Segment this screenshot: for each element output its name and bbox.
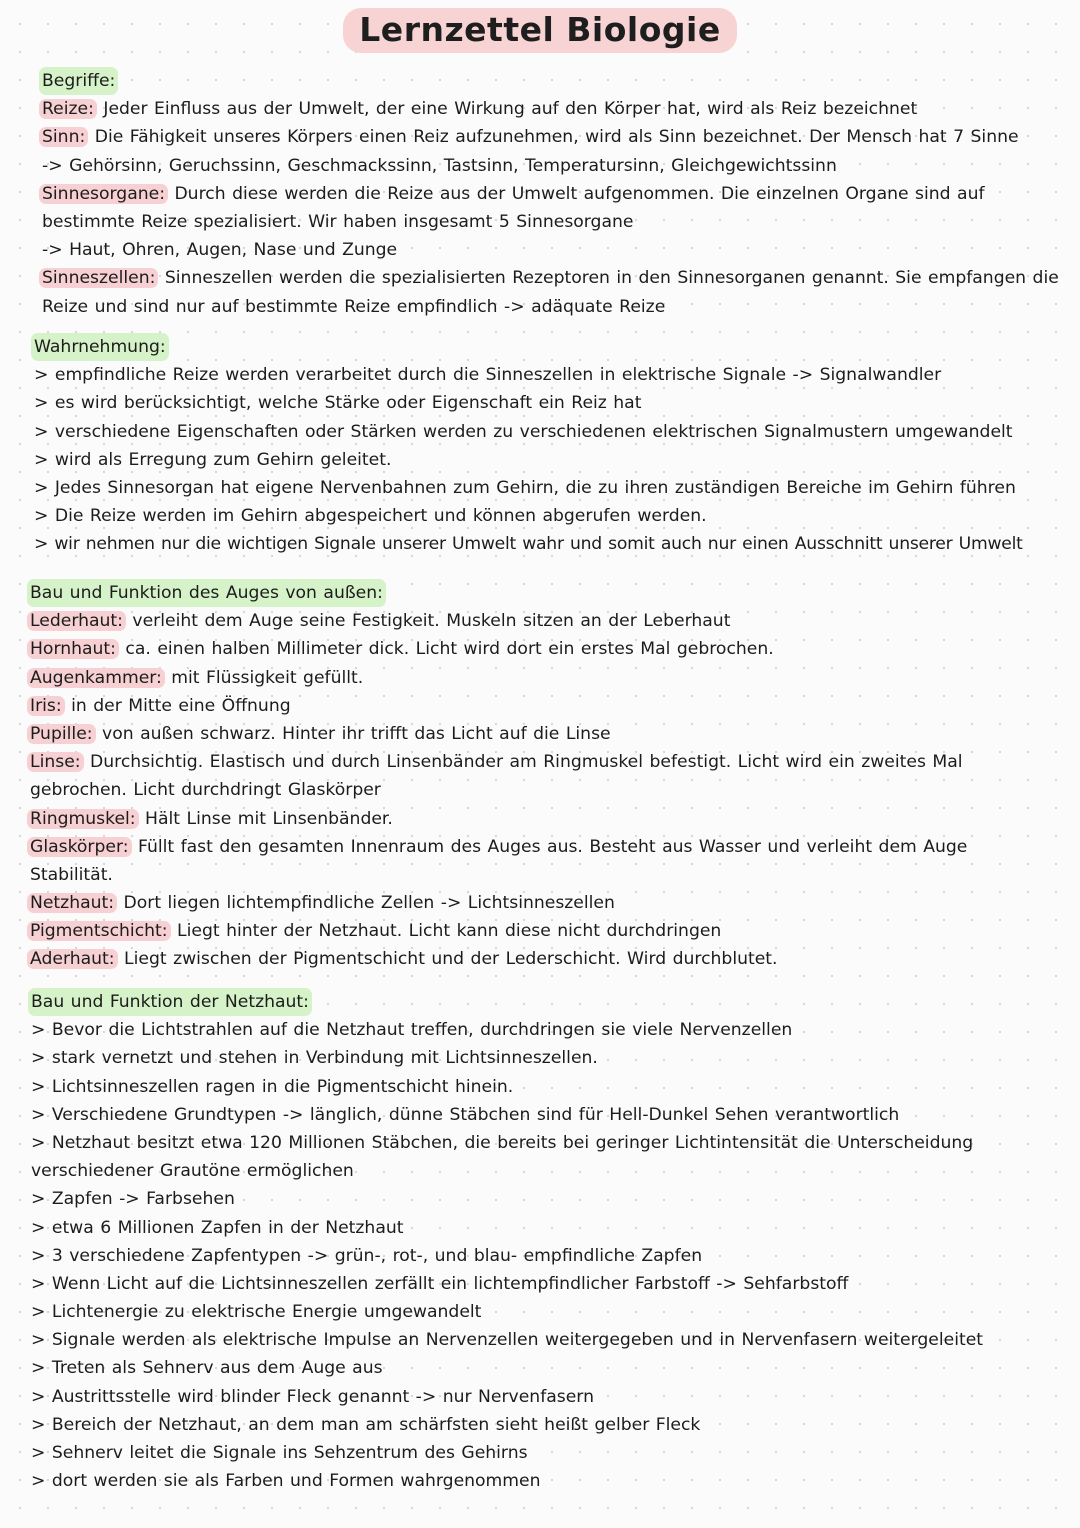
begriffe-line xyxy=(42,152,1080,180)
list-item: > Signale werden als elektrische Impulse an Nervenzellen weitergegeben und in Nervenfasern weitergeleitet xyxy=(31,1330,984,1351)
auge-line xyxy=(30,917,1080,945)
definition-text: Dort liegen lichtempfindliche Zellen -> Lichtsinneszellen xyxy=(117,893,615,914)
begriffe-line xyxy=(42,180,1080,208)
section-wahrnehmung xyxy=(0,333,1080,559)
section-begriffe xyxy=(0,67,1080,321)
list-item: > 3 verschiedene Zapfentypen -> grün-, rot-, und blau- empfindliche Zapfen xyxy=(31,1245,703,1266)
list-item: > Lichtenergie zu elektrische Energie umgewandelt xyxy=(31,1302,482,1323)
list-item: > empfindliche Reize werden verarbeitet durch die Sinneszellen in elektrische Signale -> Signalwandler xyxy=(34,365,942,386)
auge-line xyxy=(30,776,1080,804)
term-label: Lederhaut: xyxy=(27,611,126,631)
term-label: Iris: xyxy=(27,696,65,716)
list-item: verschiedener Grautöne ermöglichen xyxy=(31,1161,354,1182)
definition-text: Durchsichtig. Elastisch und durch Linsenbänder am Ringmuskel befestigt. Licht wird ein zweites Mal xyxy=(83,752,963,773)
begriffe-line xyxy=(42,264,1080,292)
definition-text: ca. einen halben Millimeter dick. Licht wird dort ein erstes Mal gebrochen. xyxy=(118,639,774,660)
definition-text: Hält Linse mit Linsenbänder. xyxy=(138,808,393,829)
list-item: > Lichtsinneszellen ragen in die Pigmentschicht hinein. xyxy=(31,1076,514,1097)
definition-text: verleiht dem Auge seine Festigkeit. Muskeln sitzen an der Leberhaut xyxy=(125,611,731,632)
list-item: > Wenn Licht auf die Lichtsinneszellen zerfällt ein lichtempfindlicher Farbstoff -> Sehfarbstoff xyxy=(31,1273,849,1294)
term-label: Sinneszellen: xyxy=(39,268,158,288)
list-item: > wird als Erregung zum Gehirn geleitet. xyxy=(34,449,392,470)
term-label: Pigmentschicht: xyxy=(27,921,171,941)
auge-heading: Bau und Funktion des Auges von außen: xyxy=(27,579,386,607)
definition-text: Jeder Einfluss aus der Umwelt, der eine Wirkung auf den Körper hat, wird als Reiz bezeichnet xyxy=(96,99,918,120)
term-label: Glaskörper: xyxy=(27,837,132,857)
auge-line xyxy=(30,607,1080,635)
term-label: Reize: xyxy=(39,99,97,119)
begriffe-line xyxy=(42,208,1080,236)
definition-text: gebrochen. Licht durchdringt Glaskörper xyxy=(30,780,381,801)
list-item: > Verschiedene Grundtypen -> länglich, dünne Stäbchen sind für Hell-Dunkel Sehen verantwortlich xyxy=(31,1104,900,1125)
definition-text: -> Haut, Ohren, Augen, Nase und Zunge xyxy=(42,240,398,261)
list-item: > Zapfen -> Farbsehen xyxy=(31,1189,235,1210)
list-item: > Sehnerv leitet die Signale ins Sehzentrum des Gehirns xyxy=(31,1443,528,1463)
list-item: > Bereich der Netzhaut, an dem man am schärfsten sieht heißt gelber Fleck xyxy=(31,1414,701,1435)
list-item: > Treten als Sehnerv aus dem Auge aus xyxy=(31,1358,383,1379)
term-label: Linse: xyxy=(27,752,84,772)
section-auge xyxy=(0,579,1080,974)
term-label: Netzhaut: xyxy=(27,893,117,913)
definition-text: in der Mitte eine Öffnung xyxy=(64,695,291,716)
definition-text: mit Flüssigkeit gefüllt. xyxy=(164,667,364,688)
term-label: Ringmuskel: xyxy=(27,809,139,829)
auge-line xyxy=(30,805,1080,833)
list-item: > Netzhaut besitzt etwa 120 Millionen Stäbchen, die bereits bei geringer Lichtintensität die Unterscheidung xyxy=(31,1132,974,1153)
list-item: > Bevor die Lichtstrahlen auf die Netzhaut treffen, durchdringen sie viele Nervenzellen xyxy=(31,1020,793,1041)
definition-text: Liegt hinter der Netzhaut. Licht kann diese nicht durchdringen xyxy=(170,921,722,942)
list-item: > verschiedene Eigenschaften oder Stärken werden zu verschiedenen elektrischen Signalmustern umgewandelt xyxy=(34,421,1013,442)
auge-line xyxy=(30,720,1080,748)
auge-line xyxy=(30,945,1080,973)
wahrnehmung-heading: Wahrnehmung: xyxy=(31,333,169,361)
list-item: > Die Reize werden im Gehirn abgespeichert und können abgerufen werden. xyxy=(34,506,707,527)
auge-line xyxy=(30,635,1080,663)
term-label: Sinnesorgane: xyxy=(39,184,168,204)
begriffe-line xyxy=(42,236,1080,264)
list-item: > es wird berücksichtigt, welche Stärke oder Eigenschaft ein Reiz hat xyxy=(34,393,642,414)
begriffe-line xyxy=(42,95,1080,123)
definition-text: von außen schwarz. Hinter ihr trifft das Licht auf die Linse xyxy=(95,723,611,744)
definition-text: Liegt zwischen der Pigmentschicht und der Lederschicht. Wird durchblutet. xyxy=(117,949,778,970)
term-label: Hornhaut: xyxy=(27,639,119,659)
auge-line xyxy=(30,861,1080,889)
term-label: Sinn: xyxy=(39,127,88,147)
definition-text: Füllt fast den gesamten Innenraum des Auges aus. Besteht aus Wasser und verleiht dem Auge xyxy=(131,836,968,857)
list-item: > wir nehmen nur die wichtigen Signale unserer Umwelt wahr und somit auch nur einen Ausschnitt unserer Umwelt xyxy=(34,534,1023,555)
page-title: Lernzettel Biologie xyxy=(343,8,736,53)
term-label: Aderhaut: xyxy=(27,949,118,969)
definition-text: bestimmte Reize spezialisiert. Wir haben insgesamt 5 Sinnesorgane xyxy=(42,211,634,232)
definition-text: Die Fähigkeit unseres Körpers einen Reiz aufzunehmen, wird als Sinn bezeichnet. Der Mensch hat 7 Sinne xyxy=(88,127,1019,148)
auge-line xyxy=(30,833,1080,861)
begriffe-line xyxy=(42,293,1080,321)
list-item: > etwa 6 Millionen Zapfen in der Netzhaut xyxy=(31,1217,404,1238)
list-item: > dort werden sie als Farben und Formen wahrgenommen xyxy=(31,1471,541,1492)
begriffe-heading: Begriffe: xyxy=(39,67,118,95)
term-label: Augenkammer: xyxy=(27,668,165,688)
auge-line xyxy=(30,889,1080,917)
definition-text: -> Gehörsinn, Geruchssinn, Geschmackssinn, Tastsinn, Temperatursinn, Gleichgewichtssinn xyxy=(42,155,837,176)
begriffe-line xyxy=(42,123,1080,151)
auge-line xyxy=(30,748,1080,776)
list-item: > Austrittsstelle wird blinder Fleck genannt -> nur Nervenfasern xyxy=(31,1386,594,1407)
term-label: Pupille: xyxy=(27,724,96,744)
definition-text: Reize und sind nur auf bestimmte Reize empfindlich -> adäquate Reize xyxy=(42,296,666,317)
auge-line xyxy=(30,664,1080,692)
list-item: > stark vernetzt und stehen in Verbindung mit Lichtsinneszellen. xyxy=(31,1048,598,1069)
definition-text: Durch diese werden die Reize aus der Umwelt aufgenommen. Die einzelnen Organe sind auf xyxy=(167,183,985,204)
definition-text: Stabilität. xyxy=(30,864,113,885)
section-netzhaut xyxy=(0,988,1080,1495)
netzhaut-heading: Bau und Funktion der Netzhaut: xyxy=(28,988,312,1016)
definition-text: Sinneszellen werden die spezialisierten Rezeptoren in den Sinnesorganen genannt. Sie empfangen die xyxy=(158,268,1059,289)
list-item: > Jedes Sinnesorgan hat eigene Nervenbahnen zum Gehirn, die zu ihren zuständigen Bereiche im Gehirn führen xyxy=(34,477,1016,498)
auge-line xyxy=(30,692,1080,720)
